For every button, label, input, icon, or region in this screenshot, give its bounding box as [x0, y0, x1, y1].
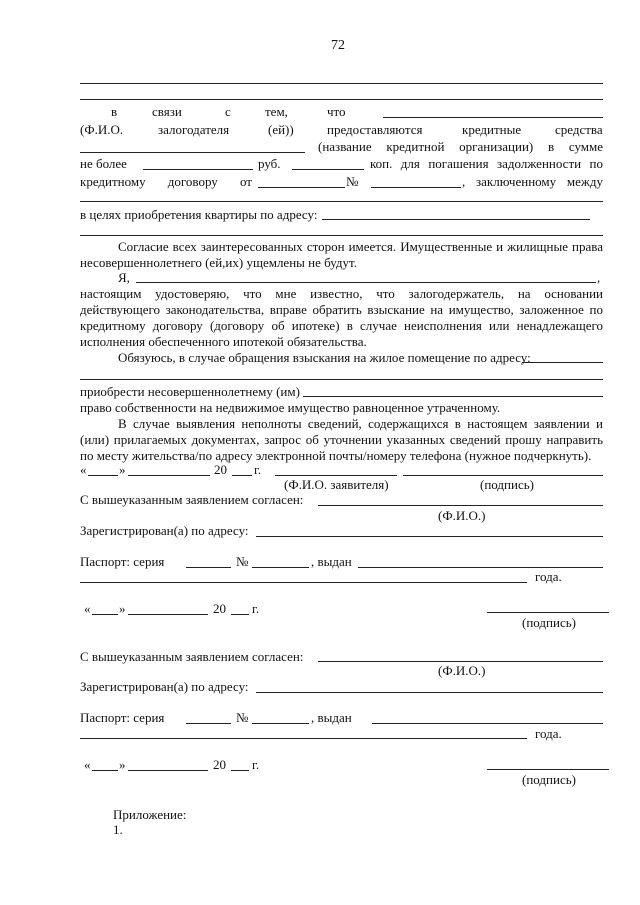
blank-line [80, 152, 305, 153]
date-year-suffix: г. [252, 757, 260, 772]
consent-line-4: действующего законодательства, вправе обратить взыскание на имущество, заложенное по [80, 302, 603, 317]
blank-line [303, 396, 603, 397]
text-fio-zalog: (Ф.И.О. [80, 122, 124, 137]
nepolnota-line-1: В случае выявления неполноты сведений, содержащихся в настоящем заявлении и [118, 416, 603, 431]
fio-applicant-line [275, 475, 397, 476]
signature-line [487, 769, 609, 770]
text-s: с [225, 104, 231, 119]
text-kreditnye: кредитные [462, 122, 522, 137]
consent-line-5: кредитному договору (договору об ипотеке) в случае неисполнения или ненадлежащего [80, 318, 603, 333]
text-ya: Я, [118, 270, 130, 285]
blank-line [80, 235, 603, 236]
text-obyazuyus: Обязуюсь, в случае обращения взыскания на жилое помещение по адресу: [118, 350, 531, 365]
text-agree-1: С вышеуказанным заявлением согласен: [80, 492, 304, 507]
date-year-line [231, 770, 249, 771]
text-priobresti: приобрести несовершеннолетнему (им) [80, 384, 300, 399]
blank-line [258, 187, 345, 188]
blank-line [186, 723, 231, 724]
text-sredstva: средства [555, 122, 603, 137]
date-day-line [88, 475, 118, 476]
blank-line [372, 723, 603, 724]
text-celyah: в целях приобретения квартиры по адресу: [80, 207, 318, 222]
text-registered-2: Зарегистрирован(а) по адресу: [80, 679, 249, 694]
blank-line [318, 661, 603, 662]
blank-line [80, 201, 603, 202]
signature-line [403, 475, 603, 476]
blank-line [186, 567, 231, 568]
date-open-quote: « [80, 462, 87, 477]
label-fio-1: (Ф.И.О.) [438, 508, 486, 523]
blank-line [522, 362, 603, 363]
text-passport-series-2: Паспорт: серия [80, 710, 165, 725]
text-v: в [111, 104, 118, 119]
text-issued-2: , выдан [311, 710, 352, 725]
text-passport-no-1: № [236, 554, 249, 569]
appendix-item-1: 1. [113, 822, 123, 837]
blank-line [358, 567, 603, 568]
text-agree-2: С вышеуказанным заявлением согласен: [80, 649, 304, 664]
blank-line [256, 692, 603, 693]
blank-line [136, 282, 596, 283]
date-close-quote: » [119, 462, 126, 477]
label-signature: (подпись) [522, 772, 576, 787]
text-zaklyuchennomu: , заключенному между [462, 174, 603, 189]
blank-line [322, 219, 590, 220]
nepolnota-line-3: по месту жительства/по адресу электронной почты/номеру телефона (нужное подчеркнуть). [80, 448, 592, 463]
text-goda-1: года. [535, 569, 562, 584]
text-passport-series-1: Паспорт: серия [80, 554, 165, 569]
text-chto: что [327, 104, 346, 119]
blank-line [252, 567, 309, 568]
date-close-quote: » [119, 601, 126, 616]
text-registered-1: Зарегистрирован(а) по адресу: [80, 523, 249, 538]
text-ei: (ей)) [268, 122, 294, 137]
consent-line-6: исполнения обеспеченного ипотекой обязательства. [80, 334, 367, 349]
label-signature: (подпись) [480, 477, 534, 492]
text-ne-bolee: не более [80, 156, 127, 171]
blank-line [292, 169, 364, 170]
date-day-line [92, 770, 118, 771]
date-year-suffix: г. [254, 462, 262, 477]
date-open-quote: « [84, 601, 91, 616]
nepolnota-line-2: (или) прилагаемых документах, запрос об уточнении указанных сведений прошу направить [80, 432, 603, 447]
blank-line [80, 738, 527, 739]
text-pravo: право собственности на недвижимое имущество равноценное утраченному. [80, 400, 501, 415]
text-passport-no-2: № [236, 710, 249, 725]
text-zalogodatelya: залогодателя [158, 122, 230, 137]
consent-line-1: Согласие всех заинтересованных сторон имеется. Имущественные и жилищные права [118, 239, 603, 254]
date-year-prefix: 20 [213, 757, 226, 772]
date-year-line [231, 614, 249, 615]
label-fio-2: (Ф.И.О.) [438, 663, 486, 678]
date-year-prefix: 20 [213, 601, 226, 616]
text-kop: коп. для погашения задолженности по [370, 156, 603, 171]
date-month-line [128, 614, 208, 615]
label-fio-applicant: (Ф.И.О. заявителя) [284, 477, 389, 492]
blank-line [252, 723, 309, 724]
blank-line [256, 536, 603, 537]
page-number: 72 [331, 38, 345, 53]
text-nazvanie: (название кредитной организации) в сумме [318, 139, 603, 154]
blank-line [80, 83, 603, 84]
blank-line [143, 169, 253, 170]
date-close-quote: » [119, 757, 126, 772]
text-predostavlyayutsya: предоставляются [327, 122, 423, 137]
blank-line [80, 582, 527, 583]
date-year-prefix: 20 [214, 462, 227, 477]
blank-line [371, 187, 461, 188]
date-open-quote: « [84, 757, 91, 772]
date-month-line [128, 475, 210, 476]
text-rub: руб. [258, 156, 281, 171]
text-no: № [346, 174, 359, 189]
consent-line-2: несовершеннолетнего (ей,их) ущемлены не будут. [80, 255, 357, 270]
text-sviazi: связи [152, 104, 182, 119]
text-goda-2: года. [535, 726, 562, 741]
text-issued-1: , выдан [311, 554, 352, 569]
appendix-label: Приложение: [113, 807, 187, 822]
date-month-line [128, 770, 208, 771]
consent-line-3: настоящим удостоверяю, что мне известно, что залогодержатель, на основании [80, 286, 603, 301]
date-day-line [92, 614, 118, 615]
text-kreditnomu: кредитному договору от [80, 174, 252, 189]
blank-line [80, 99, 603, 100]
label-signature: (подпись) [522, 615, 576, 630]
blank-line [318, 505, 603, 506]
blank-line [383, 117, 603, 118]
text-tem: тем, [265, 104, 288, 119]
date-year-line [232, 475, 252, 476]
blank-line [80, 379, 603, 380]
signature-line [487, 612, 609, 613]
text-comma: , [597, 270, 601, 285]
date-year-suffix: г. [252, 601, 260, 616]
